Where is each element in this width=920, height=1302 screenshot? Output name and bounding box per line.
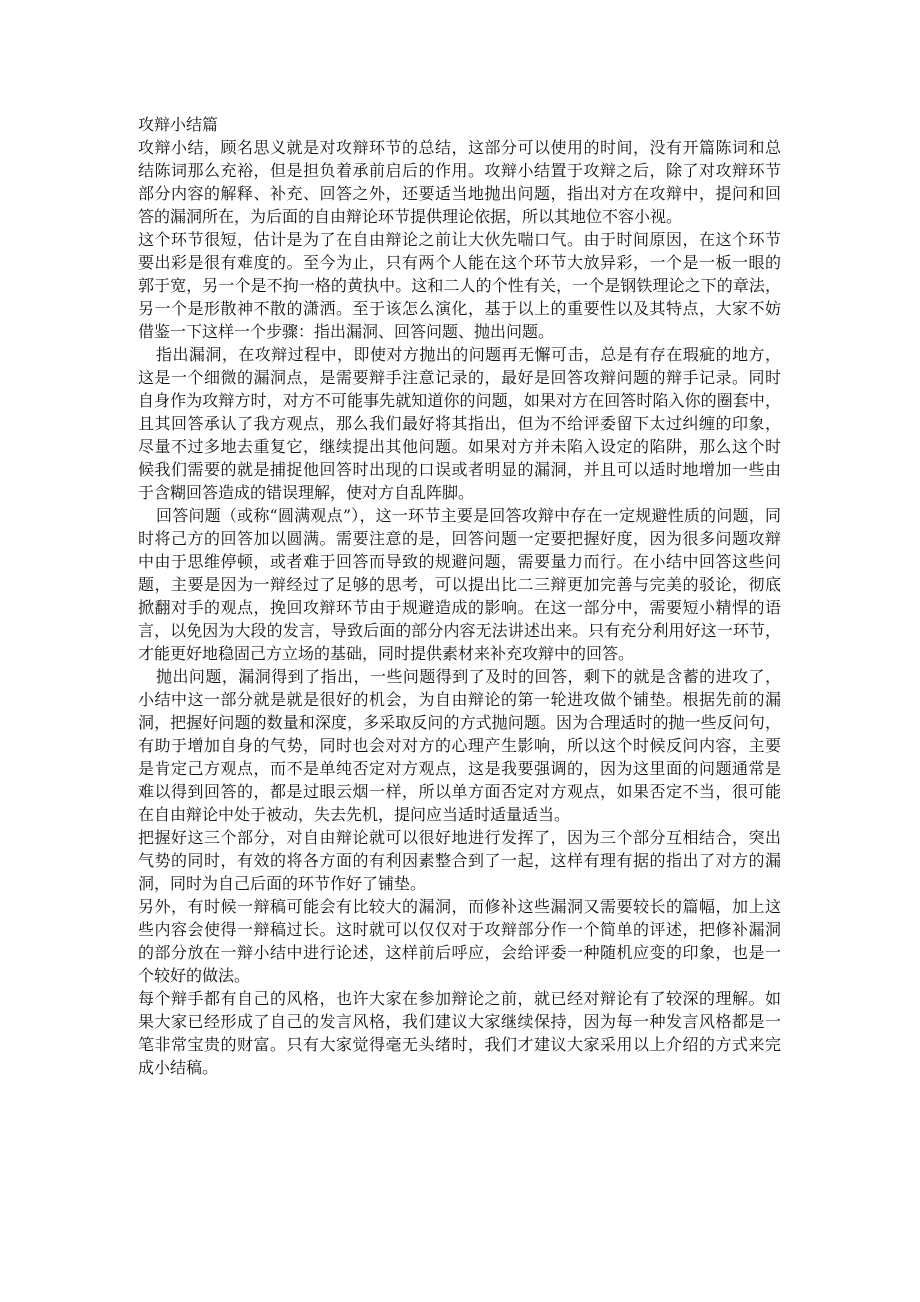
document-body [138,113,781,1079]
paragraph-line: 指出漏洞，在攻辩过程中，即使对方抛出的问题再无懈可击，总是有存在瑕疵的地方， [156,345,781,364]
paragraph-line: 这个环节很短，估计是为了在自由辩论之前让大伙先喘口气。由于时间原因，在这个环节 [138,230,781,249]
paragraph-line: 些内容会使得一辩稿过长。这时就可以仅仅对于攻辩部分作一个简单的评述，把修补漏洞 [138,920,781,939]
paragraph-line: 答的漏洞所在，为后面的自由辩论环节提供理论依据，所以其地位不容小视。 [138,207,683,226]
paragraph-line: 自身作为攻辩方时，对方不可能事先就知道你的问题，如果对方在回答时陷入你的圈套中， [138,391,781,410]
paragraph-line: 洞，把握好问题的数量和深度，多采取反问的方式抛问题。因为合理适时的抛一些反问句， [138,713,781,732]
paragraph-line: 于含糊回答造成的错误理解，使对方自乱阵脚。 [138,483,475,502]
paragraph-line: 题，主要是因为一辩经过了足够的思考，可以提出比二三辩更加完善与完美的驳论，彻底 [138,575,781,594]
paragraph-line: 是肯定己方观点，而不是单纯否定对方观点，这是我要强调的，因为这里面的问题通常是 [138,759,781,778]
paragraph-line: 气势的同时，有效的将各方面的有利因素整合到了一起，这样有理有据的指出了对方的漏 [138,851,781,870]
paragraph-line: 成小结稿。 [138,1058,219,1077]
paragraph-line: 果大家已经形成了自己的发言风格，我们建议大家继续保持，因为每一种发言风格都是一 [138,1012,781,1031]
paragraph [138,136,781,228]
document-title: 攻辩小结篇 [138,115,219,134]
paragraph-line: 另外，有时候一辩稿可能会有比较大的漏洞，而修补这些漏洞又需要较长的篇幅，加上这 [138,897,781,916]
paragraph-line: 才能更好地稳固己方立场的基础，同时提供素材来补充攻辩中的回答。 [138,644,635,663]
paragraph-line: 把握好这三个部分，对自由辩论就可以很好地进行发挥了，因为三个部分互相结合，突出 [138,828,781,847]
paragraph-line: 郭于宽，另一个是不拘一格的黄执中。这和二人的个性有关，一个是钢铁理论之下的章法， [138,276,781,295]
paragraph [138,228,781,343]
paragraph-line: 笔非常宝贵的财富。只有大家觉得毫无头绪时，我们才建议大家采用以上介绍的方式来完 [138,1035,781,1054]
paragraph-line: 时将己方的回答加以圆满。需要注意的是，回答问题一定要把握好度，因为很多问题攻辩 [138,529,781,548]
paragraph-line: 在自由辩论中处于被动，失去先机，提问应当适时适量适当。 [138,805,571,824]
paragraph [138,826,781,895]
paragraph-line: 尽量不过多地去重复它，继续提出其他问题。如果对方并未陷入设定的陷阱，那么这个时 [138,437,781,456]
paragraph-line: 攻辩小结，顾名思义就是对攻辩环节的总结，这部分可以使用的时间，没有开篇陈词和总 [138,138,781,157]
paragraph-line: 难以得到回答的，都是过眼云烟一样，所以单方面否定对方观点，如果否定不当，很可能 [138,782,781,801]
paragraph-line: 的部分放在一辩小结中进行论述，这样前后呼应，会给评委一种随机应变的印象，也是一 [138,943,781,962]
paragraph-line: 掀翻对手的观点，挽回攻辩环节由于规避造成的影响。在这一部分中，需要短小精悍的语 [138,598,781,617]
paragraph-line: 且其回答承认了我方观点，那么我们最好将其指出，但为不给评委留下太过纠缠的印象， [138,414,781,433]
paragraph-line: 这是一个细微的漏洞点，是需要辩手注意记录的，最好是回答攻辩问题的辩手记录。同时 [138,368,781,387]
paragraph-line: 小结中这一部分就是就是很好的机会，为自由辩论的第一轮进攻做个铺垫。根据先前的漏 [138,690,781,709]
paragraph-line: 有助于增加自身的气势，同时也会对对方的心理产生影响，所以这个时候反问内容，主要 [138,736,781,755]
paragraph-line: 抛出问题，漏洞得到了指出，一些问题得到了及时的回答，剩下的就是含蓄的进攻了， [156,667,781,686]
paragraph-line: 结陈词那么充裕，但是担负着承前启后的作用。攻辩小结置于攻辩之后，除了对攻辩环节 [138,161,781,180]
paragraph-line: 候我们需要的就是捕捉他回答时出现的口误或者明显的漏洞，并且可以适时地增加一些由 [138,460,781,479]
paragraph-line: 个较好的做法。 [138,966,251,985]
paragraph [138,504,781,665]
paragraph-line: 借鉴一下这样一个步骤：指出漏洞、回答问题、抛出问题。 [138,322,555,341]
paragraph [138,665,781,826]
paragraph-line: 部分内容的解释、补充、回答之外，还要适当地抛出问题，指出对方在攻辩中，提问和回 [138,184,781,203]
paragraph [138,895,781,987]
paragraph-line: 另一个是形散神不散的潇洒。至于该怎么演化，基于以上的重要性以及其特点，大家不妨 [138,299,781,318]
paragraph [138,343,781,504]
paragraph-line: 回答问题（或称“圆满观点”），这一环节主要是回答攻辩中存在一定规避性质的问题，同 [156,506,781,525]
paragraph-line: 要出彩是很有难度的。至今为止，只有两个人能在这个环节大放异彩，一个是一板一眼的 [138,253,781,272]
paragraph-line: 中由于思维停顿，或者难于回答而导致的规避问题，需要量力而行。在小结中回答这些问 [138,552,781,571]
paragraph-line: 每个辩手都有自己的风格，也许大家在参加辩论之前，就已经对辩论有了较深的理解。如 [138,989,781,1008]
paragraph-line: 洞，同时为自己后面的环节作好了铺垫。 [138,874,427,893]
paragraph [138,987,781,1079]
paragraph-line: 言，以免因为大段的发言，导致后面的部分内容无法讲述出来。只有充分利用好这一环节， [138,621,781,640]
